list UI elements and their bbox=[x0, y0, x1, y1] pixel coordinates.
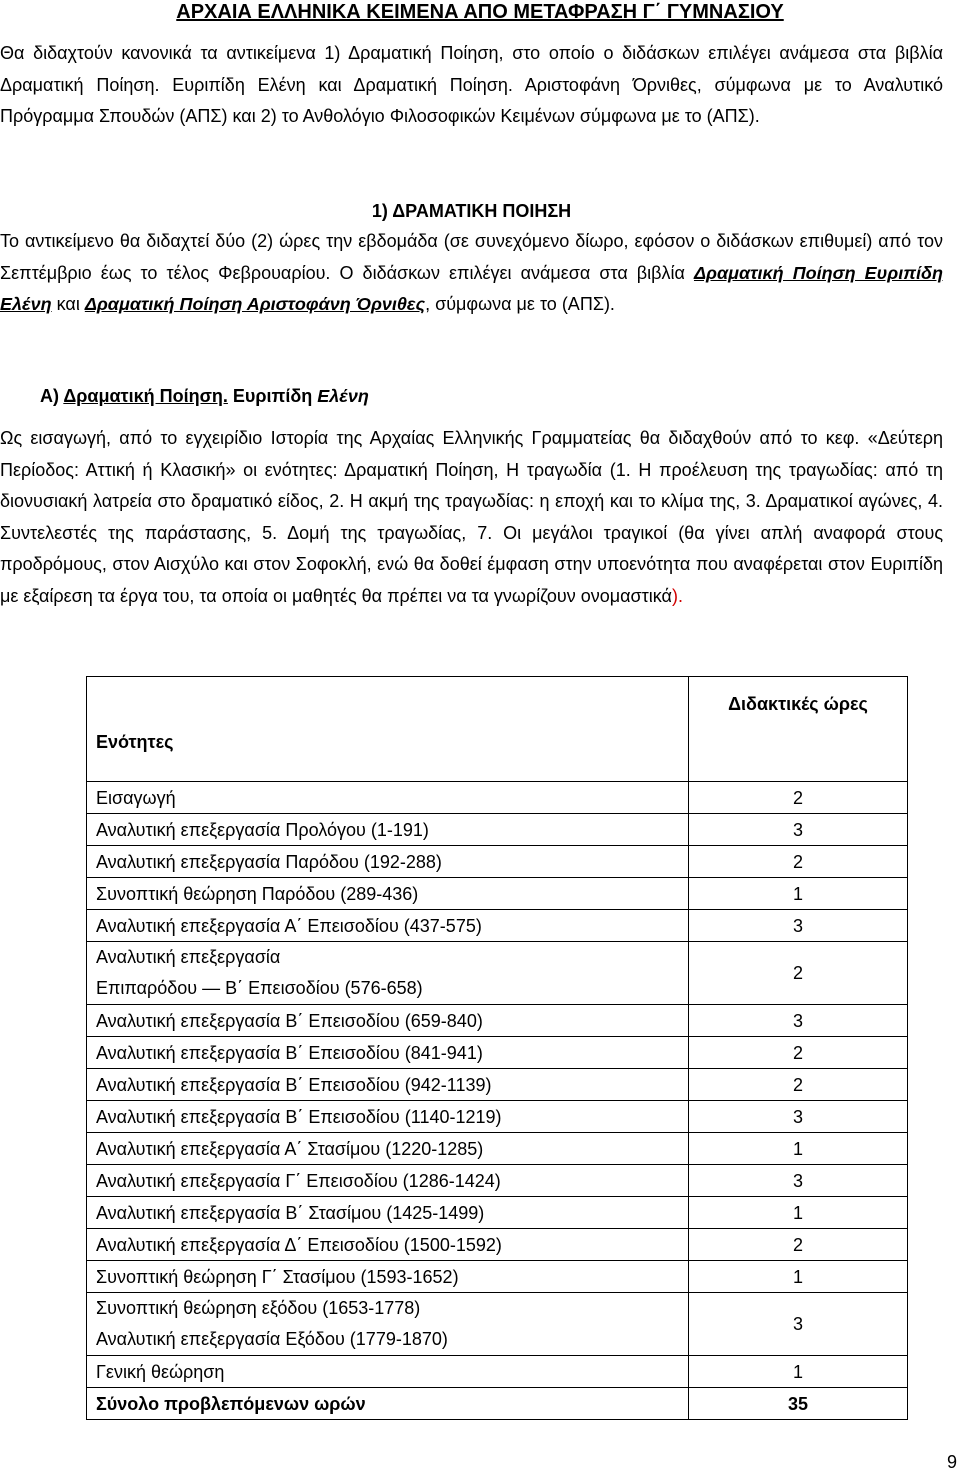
table-row bbox=[87, 1005, 908, 1037]
document-title: ΑΡΧΑΙΑ ΕΛΛΗΝΙΚΑ ΚΕΙΜΕΝΑ ΑΠΟ ΜΕΤΑΦΡΑΣΗ Γ΄ ΓΥΜΝΑΣΙΟΥ bbox=[176, 1, 784, 23]
subheading-prefix: Α) bbox=[40, 386, 64, 406]
unit-cell: Εισαγωγή bbox=[87, 782, 689, 814]
unit-cell: Αναλυτική επεξεργασία Β΄ Επεισοδίου (942-1139) bbox=[87, 1069, 689, 1101]
unit-cell: Αναλυτική επεξεργασία Παρόδου (192-288) bbox=[87, 846, 689, 878]
section-paragraph bbox=[0, 226, 943, 321]
unit-cell bbox=[87, 942, 689, 1005]
intro-paragraph: Θα διδαχτούν κανονικά τα αντικείμενα 1) Δραματική Ποίηση, στο οποίο ο διδάσκων επιλέγει ανάμεσα στα βιβλία Δραματική Ποίηση. Ευριπίδη Ελένη και Δραματική Ποίηση. Αριστοφάνη Όρνιθες, σύμφωνα με το Αναλυτικό Πρόγραμμα Σπουδών (ΑΠΣ) και 2) το Ανθολόγιο Φιλοσοφικών Κειμένων σύμφωνα με το (ΑΠΣ). bbox=[0, 43, 943, 126]
book-title-eleni: Δραματική Ποίηση Ευριπίδη Ελένη bbox=[0, 262, 943, 314]
total-value: 35 bbox=[689, 1388, 908, 1420]
unit-cell: Συνοπτική θεώρηση Γ΄ Στασίμου (1593-1652) bbox=[87, 1261, 689, 1293]
unit-cell: Αναλυτική επεξεργασία Β΄ Επεισοδίου (841-941) bbox=[87, 1037, 689, 1069]
hours-cell: 1 bbox=[689, 1197, 908, 1229]
subheading-underlined: Δραματική Ποίηση. bbox=[63, 386, 228, 406]
table-row bbox=[87, 814, 908, 846]
hours-cell: 3 bbox=[689, 910, 908, 942]
section-text-3: , σύμφωνα με το (ΑΠΣ). bbox=[425, 294, 615, 314]
subheading-middle: Ευριπίδη bbox=[227, 386, 318, 406]
table-row bbox=[87, 1229, 908, 1261]
subheading bbox=[40, 384, 369, 408]
unit-cell bbox=[87, 1293, 689, 1356]
table-header-row bbox=[87, 677, 908, 782]
introduction-end: ). bbox=[671, 585, 683, 606]
section-text-2: και bbox=[51, 294, 85, 314]
unit-line: Επιπαρόδου — Β΄ Επεισοδίου (576-658) bbox=[96, 978, 423, 998]
table-row bbox=[87, 1261, 908, 1293]
table-total-row bbox=[87, 1388, 908, 1420]
table-row bbox=[87, 846, 908, 878]
hours-cell: 1 bbox=[689, 1133, 908, 1165]
section-heading: 1) ΔΡΑΜΑΤΙΚΗ ΠΟΙΗΣΗ bbox=[371, 201, 572, 221]
hours-cell: 3 bbox=[689, 1165, 908, 1197]
unit-cell: Αναλυτική επεξεργασία Β΄ Επεισοδίου (659-840) bbox=[87, 1005, 689, 1037]
hours-cell: 2 bbox=[689, 1229, 908, 1261]
unit-cell: Αναλυτική επεξεργασία Β΄ Επεισοδίου (1140-1219) bbox=[87, 1101, 689, 1133]
table-row bbox=[87, 1069, 908, 1101]
hours-cell: 1 bbox=[689, 1356, 908, 1388]
table-row bbox=[87, 1133, 908, 1165]
table-row bbox=[87, 910, 908, 942]
table-row bbox=[87, 878, 908, 910]
hours-cell: 3 bbox=[689, 814, 908, 846]
unit-line: Αναλυτική επεξεργασία Εξόδου (1779-1870) bbox=[96, 1329, 448, 1349]
hours-cell: 1 bbox=[689, 878, 908, 910]
unit-cell: Αναλυτική επεξεργασία Δ΄ Επεισοδίου (1500-1592) bbox=[87, 1229, 689, 1261]
hours-cell: 2 bbox=[689, 942, 908, 1005]
hours-cell: 2 bbox=[689, 846, 908, 878]
book-title-ornithes: Δραματική Ποίηση Αριστοφάνη Όρνιθες bbox=[84, 294, 426, 314]
unit-cell: Γενική θεώρηση bbox=[87, 1356, 689, 1388]
table-row bbox=[87, 782, 908, 814]
hours-cell: 2 bbox=[689, 782, 908, 814]
subheading-italic: Ελένη bbox=[317, 386, 369, 406]
hours-cell: 3 bbox=[689, 1005, 908, 1037]
unit-cell: Αναλυτική επεξεργασία Γ΄ Επεισοδίου (1286-1424) bbox=[87, 1165, 689, 1197]
unit-cell: Αναλυτική επεξεργασία Α΄ Επεισοδίου (437-575) bbox=[87, 910, 689, 942]
page-number: 9 bbox=[946, 1452, 957, 1472]
hours-cell: 2 bbox=[689, 1037, 908, 1069]
introduction-text: Ως εισαγωγή, από το εγχειρίδιο Ιστορία της Αρχαίας Ελληνικής Γραμματείας θα διδαχθούν από το κεφ. «Δεύτερη Περίοδος: Αττική ή Κλασική» οι ενότητες: Δραματική Ποίηση, Η τραγωδία (1. Η προέλευση της τραγωδίας: από τη διονυσιακή λατρεία στο δραματικό είδος, 2. Η ακμή της τραγωδίας: η εποχή και το κλίμα της, 3. Δραματικοί αγώνες, 4. Συντελεστές της παράστασης, 5. Δομή της τραγωδίας, 7. Οι μεγάλοι τραγικοί (θα γίνει απλή αναφορά στους προδρόμους, στον Αισχύλο και στον Σοφοκλή, ενώ θα δοθεί έμφαση στην υποενότητα που αναφέρεται στον Ευριπίδη με εξαίρεση τα έργα του, τα οποία οι μαθητές θα πρέπει να τα γνωρίζουν ονομαστικά bbox=[0, 428, 943, 606]
table-row bbox=[87, 1293, 908, 1356]
table-row bbox=[87, 1197, 908, 1229]
hours-cell: 2 bbox=[689, 1069, 908, 1101]
table-row bbox=[87, 1037, 908, 1069]
header-hours: Διδακτικές ώρες bbox=[689, 677, 908, 782]
hours-cell: 1 bbox=[689, 1261, 908, 1293]
unit-cell: Αναλυτική επεξεργασία Προλόγου (1-191) bbox=[87, 814, 689, 846]
unit-cell: Αναλυτική επεξεργασία Β΄ Στασίμου (1425-1499) bbox=[87, 1197, 689, 1229]
table-row bbox=[87, 1101, 908, 1133]
header-units: Ενότητες bbox=[87, 677, 689, 782]
unit-line: Αναλυτική επεξεργασία bbox=[96, 947, 281, 967]
unit-cell: Αναλυτική επεξεργασία Α΄ Στασίμου (1220-1285) bbox=[87, 1133, 689, 1165]
unit-cell: Συνοπτική θεώρηση Παρόδου (289-436) bbox=[87, 878, 689, 910]
hours-cell: 3 bbox=[689, 1293, 908, 1356]
table-row bbox=[87, 1356, 908, 1388]
section-text-1: Το αντικείμενο θα διδαχτεί δύο (2) ώρες την εβδομάδα (σε συνεχόμενο δίωρο, εφόσον ο διδάσκων επιθυμεί) από τον Σεπτέμβριο έως το τέλος Φεβρουαρίου. Ο διδάσκων επιλέγει ανάμεσα στα βιβλία bbox=[0, 231, 943, 283]
total-label: Σύνολο προβλεπόμενων ωρών bbox=[87, 1388, 689, 1420]
introduction-paragraph bbox=[0, 423, 943, 612]
table-row bbox=[87, 942, 908, 1005]
units-table bbox=[86, 676, 908, 1420]
hours-cell: 3 bbox=[689, 1101, 908, 1133]
unit-line: Συνοπτική θεώρηση εξόδου (1653-1778) bbox=[96, 1298, 421, 1318]
table-row bbox=[87, 1165, 908, 1197]
